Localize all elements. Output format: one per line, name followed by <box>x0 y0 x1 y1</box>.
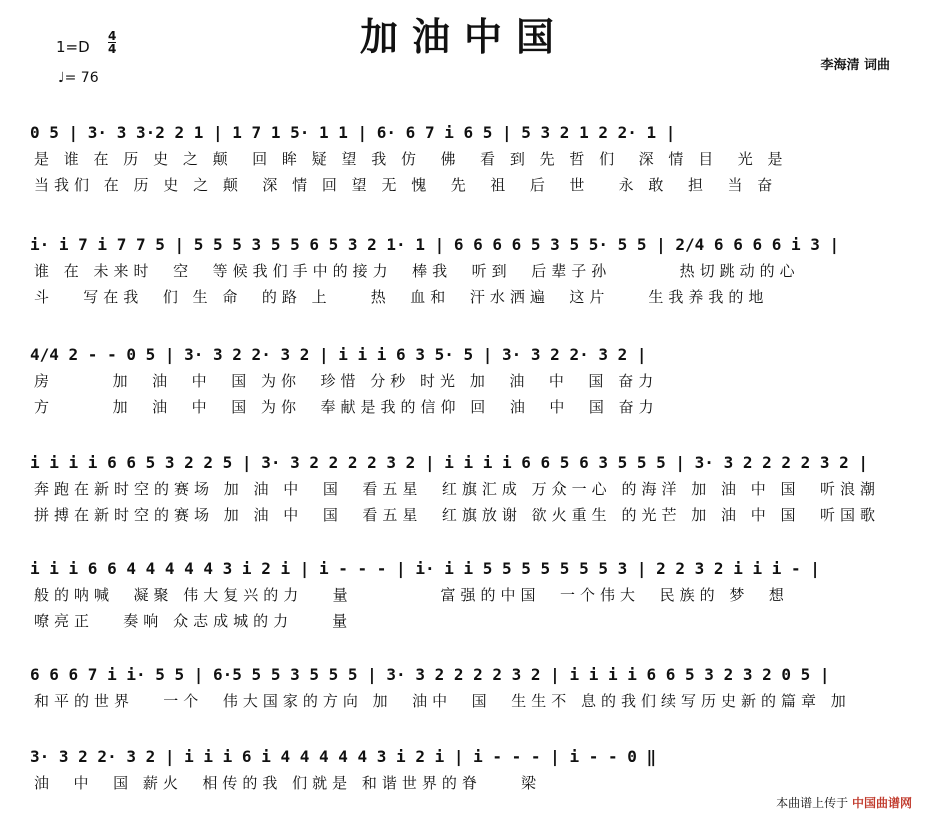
lyric-verse-1: 房 加 油 中 国 为你 珍惜 分秒 时光 加 油 中 国 奋力 <box>34 372 659 390</box>
upload-text: 本曲谱上传于 <box>776 796 849 810</box>
notation-line: 4/4 2 - - 0 5 | 3· 3 2 2· 3 2 | i i i 6 3 5· 5 | 3· 3 2 2· 3 2 | <box>30 345 647 364</box>
lyric-verse-2: 斗 写在我 们 生 命 的路 上 热 血和 汗水洒遍 这片 生我养我的地 <box>34 288 769 306</box>
notation-line: 6 6 6 7 i i· 5 5 | 6·5 5 5 3 5 5 5 | 3· 3 2 2 2 2 3 2 | i i i i 6 6 5 3 2 3 2 0 5 | <box>30 665 830 684</box>
meter-top: 4 <box>108 29 117 43</box>
score-system-5 <box>30 556 890 634</box>
notation-line: 3· 3 2 2· 3 2 | i i i 6 i 4 4 4 4 4 3 i 2 i | i - - - | i - - 0 ‖ <box>30 747 657 766</box>
score-system-2 <box>30 232 890 310</box>
time-signature <box>108 30 116 55</box>
lyric-verse-1: 般的呐喊 凝聚 伟大复兴的力 量 富强的中国 一个伟大 民族的 梦 想 <box>34 586 789 604</box>
song-title: 加油中国 <box>359 14 568 59</box>
site-brand-link[interactable]: 中国曲谱网 <box>851 796 912 810</box>
lyric-verse-1: 是 谁 在 历 史 之 颠 回 眸 疑 望 我 仿 佛 看 到 先 哲 们 深 情 目 光 是 <box>34 150 788 168</box>
tempo-marking: ♩= 76 <box>58 70 99 86</box>
lyric-verse-2: 拼搏在新时空的赛场 加 油 中 国 看五星 红旗放谢 欲火重生 的光芒 加 油 中 国 听国歌 <box>34 506 881 524</box>
lyric-verse-2: 方 加 油 中 国 为你 奉献是我的信仰 回 油 中 国 奋力 <box>34 398 659 416</box>
notation-line: 0 5 | 3· 3 3·2 2 1 | 1 7 1 5· 1 1 | 6· 6 7 i 6 5 | 5 3 2 1 2 2· 1 | <box>30 123 676 142</box>
meter-bottom: 4 <box>108 42 117 56</box>
lyric-verse-1: 奔跑在新时空的赛场 加 油 中 国 看五星 红旗汇成 万众一心 的海洋 加 油 中 国 听浪潮 <box>34 480 881 498</box>
score-system-6 <box>30 662 890 714</box>
notation-line: i· i 7 i 7 7 5 | 5 5 5 3 5 5 6 5 3 2 1· 1 | 6 6 6 6 5 3 5 5· 5 5 | 2/4 6 6 6 6 i 3 | <box>30 235 840 254</box>
author-credit: 李海清 词曲 <box>820 58 890 73</box>
lyric-verse-2: 当我们 在 历 史 之 颠 深 情 回 望 无 愧 先 祖 后 世 永 敢 担 当 奋 <box>34 176 778 194</box>
lyric-verse-1: 油 中 国 薪火 相传的我 们就是 和谐世界的脊 梁 <box>34 774 541 792</box>
score-system-7 <box>30 744 890 796</box>
score-system-1 <box>30 120 890 198</box>
notation-line: i i i i 6 6 5 3 2 2 5 | 3· 3 2 2 2 2 3 2 | i i i i 6 6 5 6 3 5 5 5 | 3· 3 2 2 2 2 3 2 | <box>30 453 869 472</box>
source-footer <box>776 794 912 811</box>
lyric-verse-1: 和平的世界 一个 伟大国家的方向 加 油中 国 生生不 息的我们续写历史新的篇章 加 <box>34 692 851 710</box>
lyric-verse-1: 谁 在 未来时 空 等候我们手中的接力 棒我 听到 后辈子孙 热切跳动的心 <box>34 262 800 280</box>
score-system-4 <box>30 450 890 528</box>
notation-line: i i i 6 6 4 4 4 4 4 3 i 2 i | i - - - | i· i i 5 5 5 5 5 5 5 3 | 2 2 3 2 i i i - | <box>30 559 820 578</box>
lyric-verse-2: 嘹亮正 奏响 众志成城的力 量 <box>34 612 353 630</box>
key-signature: 1=D <box>56 38 90 56</box>
score-system-3 <box>30 342 890 420</box>
